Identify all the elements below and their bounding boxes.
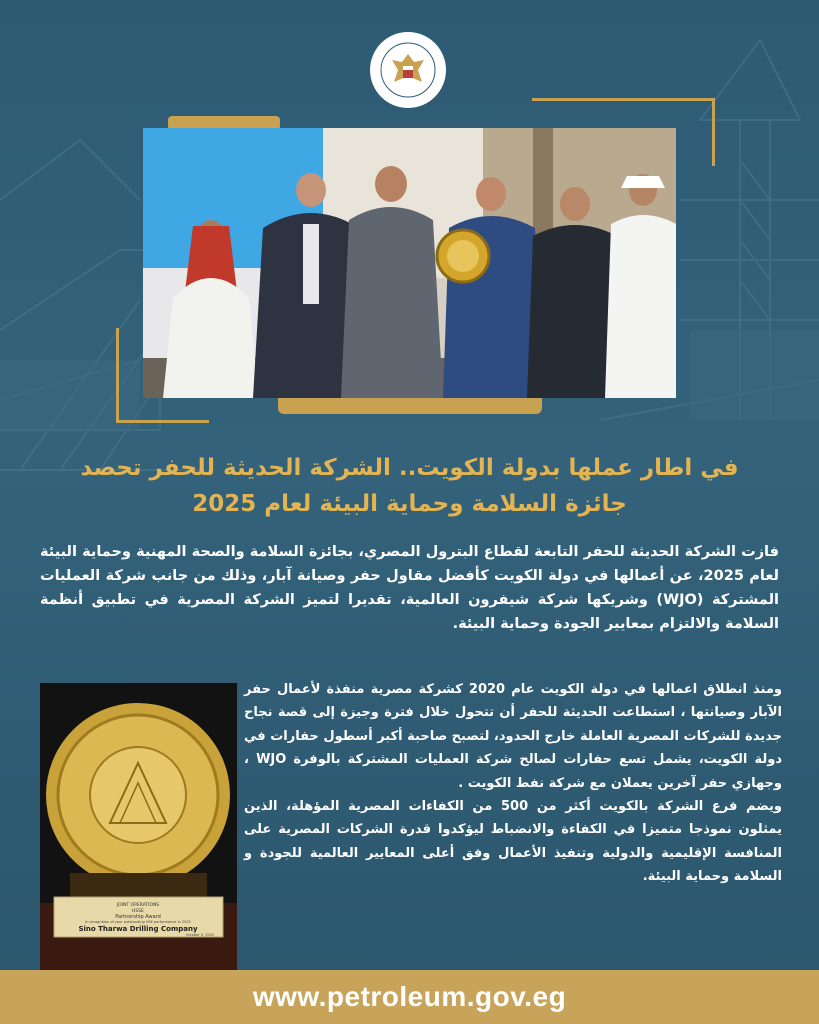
plaque-date: October 9, 2025 — [185, 933, 215, 937]
headline-line-1: في اطار عملها بدولة الكويت.. الشركة الحديثة للحفر تحصد — [80, 455, 739, 481]
plaque-line-1: JOINT OPERATIONS — [116, 903, 160, 908]
plaque-line-2: HSSE — [132, 909, 144, 914]
trophy-photo — [40, 683, 237, 970]
footer-bar — [0, 970, 819, 1024]
ministry-logo — [368, 30, 448, 110]
plaque-line-3: Partnership Award — [115, 914, 161, 920]
body-paragraph-1: فازت الشركة الحديثة للحفر التابعة لقطاع البترول المصري، بجائزة السلامة والصحة المهنية وحماية البيئة لعام 2025، عن أعمالها في دولة الكويت كأفضل مقاول حفر وصيانة آبار، وذلك من جانب شركة العمليات المشتركة (WJO) وشريكها شركة شيفرون العالمية، تقديرا لتميز الشركة المصرية في تطبيق أنظمة السلامة والالتزام بمعايير الجودة وحماية البيئة. — [40, 544, 780, 632]
body-paragraph-3: ويضم فرع الشركة بالكويت أكثر من 500 من الكفاءات المصرية المؤهلة، الذين يمثلون نموذجا متميزا في الكفاءة والانضباط ليؤكدوا قدرة الشركات المصرية على المنافسة الإقليمية والدولية وتنفيذ الأعمال وفق أعلى المعايير العالمية للجودة و السلامة وحماية البيئة. — [244, 799, 782, 885]
website-link[interactable]: www.petroleum.gov.eg — [252, 981, 567, 1012]
body-paragraph-2: ومنذ انطلاق اعمالها في دولة الكويت عام 2020 كشركة مصرية منفذة لأعمال حفر الآبار وصيانتها ، استطاعت الحديثة للحفر أن تتحول خلال فترة وجيزة إلى قصة نجاح جديدة للشركات المصرية العاملة خارج الحدود، لتصبح صاحبة أكبر أسطول حفارات في دولة الكويت، يشمل تسع حفارات لصالح شركة العمليات المشتركة بالوفرة WJO ، وجهازي حفر آخرين يعملان مع شركة نفط الكويت . — [244, 682, 782, 791]
photo-frame-bottom-bar — [278, 398, 542, 414]
plaque-line-4: In recognition of your outstanding HSE performance in 2025 — [85, 920, 191, 924]
award-ceremony-photo — [143, 128, 676, 398]
body-column — [244, 678, 782, 889]
plaque-company: Sino Tharwa Drilling Company — [78, 925, 198, 933]
headline-line-2: جائزة السلامة وحماية البيئة لعام 2025 — [192, 491, 627, 517]
headline — [40, 450, 779, 522]
